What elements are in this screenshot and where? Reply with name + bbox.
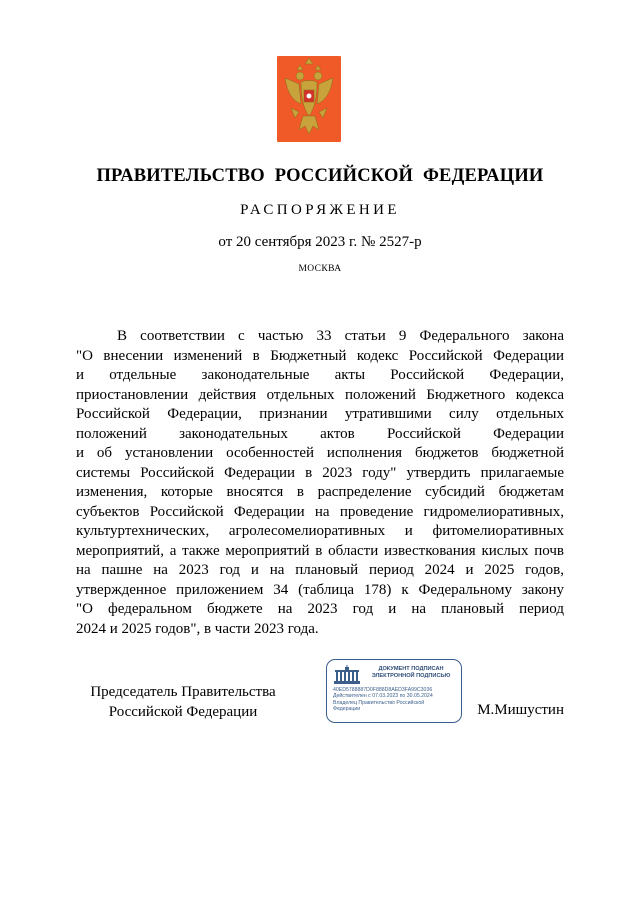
- text-line: 2024 и 2025 годов", в части 2023 года.: [76, 620, 319, 637]
- signer-name: М.Мишустин: [477, 702, 564, 718]
- text-line: системы Российской Федерации в 2023 году" утвердить прилагаемые: [76, 464, 564, 481]
- certificate-owner: Федерации: [333, 705, 361, 712]
- coat-of-arms-icon: [277, 56, 341, 142]
- signer-position-line: Председатель Правительства: [90, 684, 276, 700]
- document-type: РАСПОРЯЖЕНИЕ: [240, 202, 400, 218]
- text-line: изменения, которые вносятся в распределение субсидий бюджетам: [76, 484, 564, 500]
- text-line: В соответствии с частью 33 статьи 9 Федерального закона: [117, 328, 564, 344]
- text-line: "О внесении изменений в Бюджетный кодекс Российской Федерации: [76, 347, 564, 364]
- certificate-validity: Действителен с 07.03.2023 по 30.05.2024: [333, 693, 433, 700]
- certificate-serial: 40ED5788887D0F888D8AED3FA99C3036: [333, 687, 433, 693]
- order-text: [76, 327, 564, 639]
- certificate-owner: Владелец Правительство Российской: [333, 699, 425, 706]
- text-line: и отдельные законодательные акты Российской Федерации,: [76, 367, 564, 383]
- government-building-icon: [333, 665, 361, 685]
- stamp-header-line: ЭЛЕКТРОННОЙ ПОДПИСЬЮ: [371, 673, 451, 680]
- text-line: "О федеральном бюджете на 2023 год и на плановый период: [76, 601, 564, 617]
- text-line: культуртехнических, агролесомелиоративных и фитомелиоративных: [76, 523, 564, 539]
- stamp-header-line: ДОКУМЕНТ ПОДПИСАН: [378, 666, 444, 672]
- text-line: и об установлении особенностей исполнения бюджетов бюджетной: [76, 445, 564, 461]
- text-line: субъектов Российской Федерации на проведение гидромелиоративных,: [76, 503, 564, 520]
- text-line: на пашне на 2023 год и на плановый период 2024 и 2025 годов,: [76, 562, 564, 578]
- text-line: положений законодательных актов Российской Федерации: [76, 425, 564, 442]
- electronic-signature-stamp: [326, 659, 462, 723]
- document-city: МОСКВА: [298, 264, 342, 274]
- text-line: приостановлении действия отдельных положений Бюджетного кодекса: [76, 386, 564, 403]
- text-line: Российской Федерации, признании утратившими силу отдельных: [76, 406, 564, 422]
- stamp-header: [364, 666, 458, 681]
- text-line: мероприятий, а также мероприятий в области известкования кислых почв: [76, 542, 564, 559]
- signer-position: [78, 683, 288, 722]
- text-line: утвержденное приложением 34 (таблица 178) к Федеральному закону: [76, 581, 564, 598]
- signer-position-line: Российской Федерации: [108, 703, 258, 720]
- government-title: ПРАВИТЕЛЬСТВО РОССИЙСКОЙ ФЕДЕРАЦИИ: [96, 166, 544, 186]
- stamp-details: [333, 687, 433, 712]
- document-date-number: от 20 сентября 2023 г. № 2527-р: [218, 234, 422, 250]
